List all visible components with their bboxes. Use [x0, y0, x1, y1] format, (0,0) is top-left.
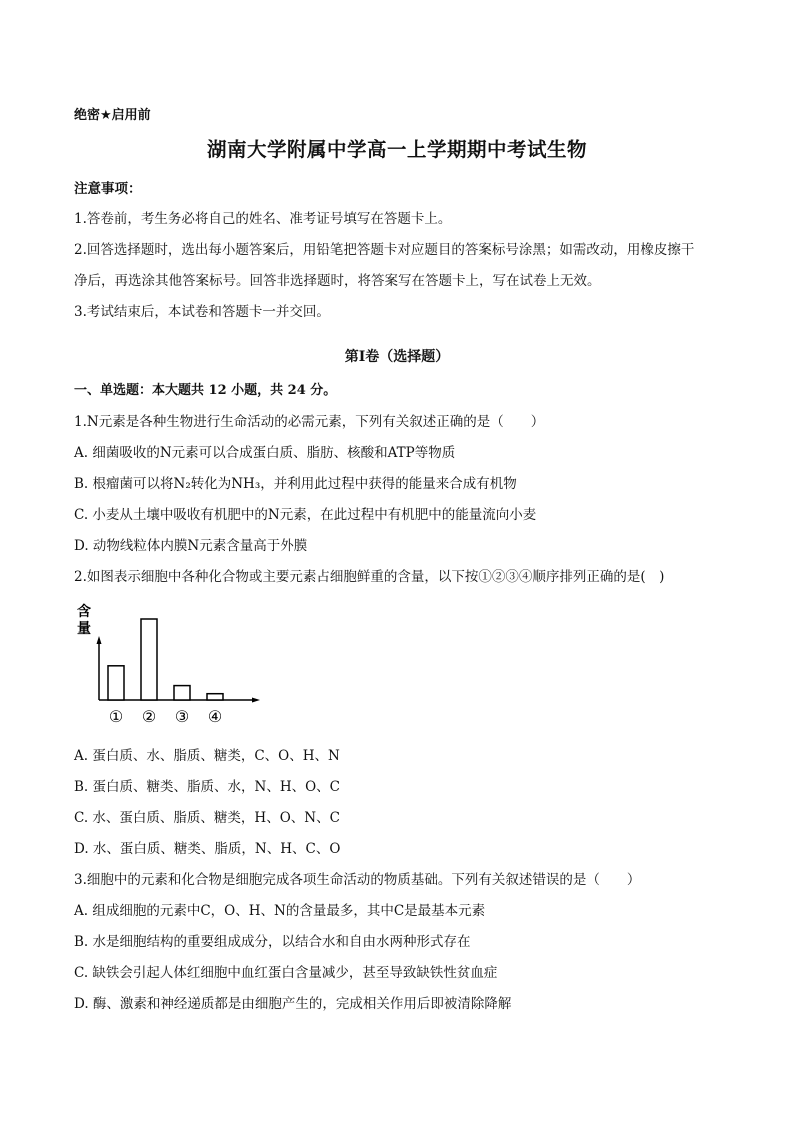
- x-tick-label: ①: [108, 707, 124, 726]
- question-option: A. 蛋白质、水、脂质、糖类，C、O、H、N: [74, 748, 340, 764]
- question-stem: 2.如图表示细胞中各种化合物或主要元素占细胞鲜重的含量，以下按①②③④顺序排列正确的是( ): [74, 569, 665, 585]
- content-bar-chart: [74, 600, 274, 732]
- question-option: D. 酶、激素和神经递质都是由细胞产生的，完成相关作用后即被清除降解: [74, 996, 512, 1012]
- x-axis-arrow: [252, 698, 260, 703]
- question-option: D. 动物线粒体内膜N元素含量高于外膜: [74, 538, 308, 554]
- section-title: 第Ⅰ卷（选择题）: [344, 349, 450, 365]
- note-item: 1.答卷前，考生务必将自己的姓名、准考证号填写在答题卡上。: [74, 211, 452, 227]
- note-item: 3.考试结束后，本试卷和答题卡一并交回。: [74, 304, 330, 320]
- x-tick-label: ③: [174, 707, 190, 726]
- question-option: B. 根瘤菌可以将N₂转化为NH₃，并利用此过程中获得的能量来合成有机物: [74, 476, 517, 492]
- question-option: A. 细菌吸收的N元素可以合成蛋白质、脂肪、核酸和ATP等物质: [74, 445, 456, 461]
- question-stem: 3.细胞中的元素和化合物是细胞完成各项生命活动的物质基础。下列有关叙述错误的是（ ）: [74, 872, 641, 888]
- question-option: C. 水、蛋白质、脂质、糖类，H、O、N、C: [74, 810, 340, 826]
- notes-heading: 注意事项：: [74, 181, 142, 197]
- bar: [207, 694, 223, 700]
- question-option: A. 组成细胞的元素中C，O、H、N的含量最多，其中C是最基本元素: [74, 903, 486, 919]
- question-option: C. 缺铁会引起人体红细胞中血红蛋白含量减少，甚至导致缺铁性贫血症: [74, 965, 498, 981]
- note-item: 净后，再选涂其他答案标号。回答非选择题时，将答案写在答题卡上，写在试卷上无效。: [74, 273, 601, 289]
- confidential-label: 绝密★启用前: [74, 108, 151, 123]
- bar: [141, 619, 157, 700]
- question-option: C. 小麦从土壤中吸收有机肥中的N元素，在此过程中有机肥中的能量流向小麦: [74, 507, 537, 523]
- question-option: D. 水、蛋白质、糖类、脂质，N、H、C、O: [74, 841, 341, 857]
- question-option: B. 蛋白质、糖类、脂质、水，N、H、O、C: [74, 779, 340, 795]
- x-tick-label: ④: [207, 707, 223, 726]
- bar: [174, 686, 190, 700]
- note-item: 2.回答选择题时，选出每小题答案后，用铅笔把答题卡对应题目的答案标号涂黑；如需改动，用橡皮擦干: [74, 242, 695, 258]
- question-stem: 1.N元素是各种生物进行生命活动的必需元素，下列有关叙述正确的是（ ）: [74, 414, 545, 430]
- part-heading: 一、单选题：本大题共 12 小题，共 24 分。: [74, 383, 337, 398]
- x-tick-label: ②: [141, 707, 157, 726]
- exam-title: 湖南大学附属中学高一上学期期中考试生物: [206, 138, 587, 161]
- y-axis-label-char: 量: [77, 621, 91, 637]
- y-axis-label-char: 含: [77, 604, 91, 620]
- y-axis-arrow: [97, 636, 102, 644]
- question-option: B. 水是细胞结构的重要组成成分，以结合水和自由水两种形式存在: [74, 934, 471, 950]
- bar: [108, 666, 124, 700]
